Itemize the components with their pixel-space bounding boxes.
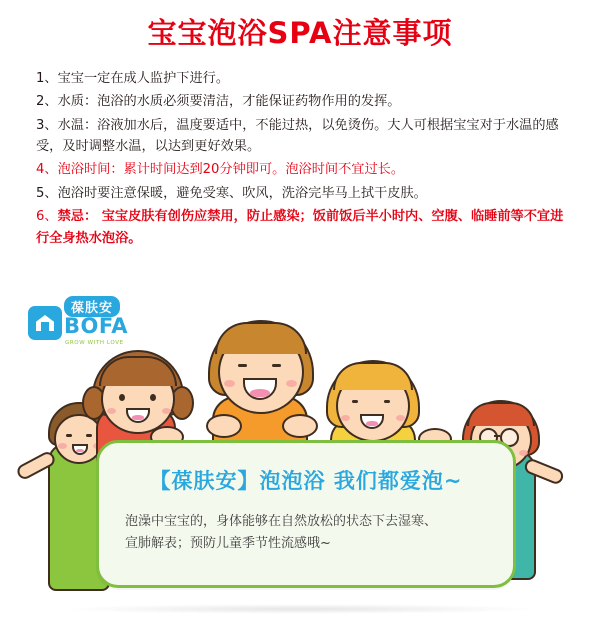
note-number: 2、	[36, 94, 58, 110]
card-body-line-2: 宣肺解表；预防儿童季节性流感哦~	[125, 536, 331, 552]
note-text: 泡浴时间：累计时间达到20分钟即可。泡浴时间不宜过长。	[57, 162, 405, 178]
card-headline: 【葆肤安】泡泡浴 我们都爱泡~	[149, 469, 463, 493]
illustration	[0, 268, 600, 633]
hand-center-right	[282, 414, 318, 438]
note-number: 3、	[36, 117, 58, 133]
card-body	[125, 511, 487, 555]
logo-tagline: GROW WITH LOVE	[65, 340, 124, 346]
kid-3-eye-left	[238, 364, 247, 367]
kid-4-cheek-left	[341, 415, 350, 421]
kid-2-cheek-right	[162, 408, 171, 414]
note-item	[36, 183, 564, 204]
note-item	[36, 115, 564, 158]
note-item	[36, 68, 564, 89]
notes-list	[36, 68, 564, 249]
kid-4-eye-left	[352, 400, 358, 403]
note-item	[36, 91, 564, 112]
note-text: 水温：浴液加水后，温度要适中，不能过热，以免烫伤。大人可根据宝宝对于水温的感受，及时调整水温，以达到更好效果。	[36, 117, 559, 155]
kid-4-eye-right	[384, 400, 390, 403]
kid-2-eye-right	[150, 394, 156, 401]
kid-1-eye-right	[86, 434, 92, 437]
kid-5-cheek-right	[519, 450, 528, 456]
note-item	[36, 206, 564, 249]
kid-2-eye-left	[119, 394, 125, 401]
note-number: 5、	[36, 185, 58, 201]
kid-1-eye-left	[66, 434, 72, 437]
kid-4-cheek-right	[396, 415, 405, 421]
kid-3-cheek-right	[286, 380, 297, 387]
note-text: 禁忌： 宝宝皮肤有创伤应禁用，防止感染；饭前饭后半小时内、空腹、临睡前等不宜进行全身热水泡浴。	[36, 209, 564, 246]
kid-1-cheek-left	[58, 443, 67, 449]
message-card	[96, 440, 516, 588]
note-number: 4、	[36, 162, 58, 178]
logo-english-name: BOFA	[64, 314, 129, 338]
note-text: 宝宝一定在成人监护下进行。	[57, 70, 230, 86]
note-number: 1、	[36, 70, 58, 86]
note-item	[36, 159, 564, 180]
page-title: 宝宝泡浴SPA注意事项	[147, 16, 453, 50]
hand-center-left	[206, 414, 242, 438]
kid-5-bangs	[467, 402, 535, 426]
kid-2-cheek-left	[107, 408, 116, 414]
card-body-line-1: 泡澡中宝宝的，身体能够在自然放松的状态下去湿寒、	[125, 514, 438, 529]
note-text: 水质：泡浴的水质必须要清洁，才能保证药物作用的发挥。	[57, 94, 401, 110]
kid-3-cheek-left	[224, 380, 235, 387]
ground-shadow	[60, 604, 540, 614]
note-number: 6、	[36, 209, 58, 225]
kid-3-bangs	[215, 322, 307, 354]
logo-chinese-name: 葆肤安	[64, 296, 120, 317]
kid-3-eye-right	[272, 364, 281, 367]
kid-4-bangs	[333, 362, 413, 390]
note-text: 泡浴时要注意保暖，避免受寒、吹风，洗浴完毕马上拭干皮肤。	[57, 185, 427, 201]
